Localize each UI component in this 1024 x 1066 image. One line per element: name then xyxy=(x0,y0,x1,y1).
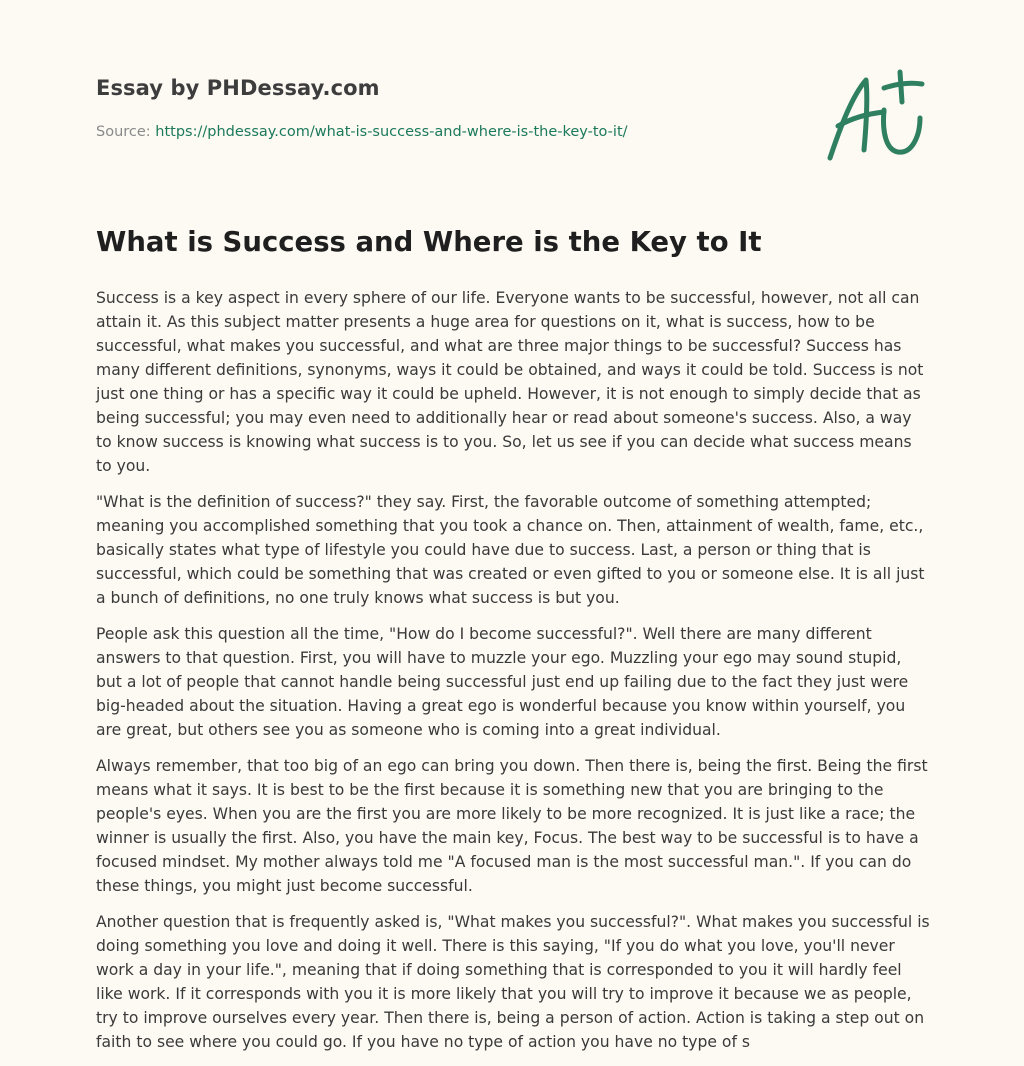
essay-paragraph: "What is the definition of success?" they say. First, the favorable outcome of something attempted; meaning you accomplished something that you took a chance on. Then, attainment of wealth, fame, etc., basically states what type of lifestyle you could have due to success. Last, a person or thing that is successful, which could be something that was created or even gifted to you or someone else. It is all just a bunch of definitions, no one truly knows what success is but you. xyxy=(96,493,925,607)
essay-title: What is Success and Where is the Key to It xyxy=(96,226,762,258)
source-label: Source: xyxy=(96,124,151,140)
site-title: Essay by PHDessay.com xyxy=(96,76,380,100)
essay-paragraph: Always remember, that too big of an ego can bring you down. Then there is, being the first. Being the first means what it says. It is best to be the first because it is something new that you are bringing to the people's eyes. When you are the first you are more likely to be more recognized. It is just like a race; the winner is usually the first. Also, you have the main key, Focus. The best way to be successful is to have a focused mindset. My mother always told me "A focused man is the most successful man.". If you can do these things, you might just become successful. xyxy=(96,757,928,895)
essay-paragraph: Another question that is frequently asked is, "What makes you successful?". What makes you successful is doing something you love and doing it well. There is this saying, "If you do what you love, you'll never work a day in your life.", meaning that if doing something that is corresponded to you it will hardly feel like work. If it corresponds with you it is more likely that you will try to improve it because we as people, try to improve ourselves every year. Then there is, being a person of action. Action is taking a step out on faith to see where you could go. If you have no type of action you have no type of s xyxy=(96,913,930,1051)
essay-paragraph: People ask this question all the time, "How do I become successful?". Well there are many different answers to that question. First, you will have to muzzle your ego. Muzzling your ego may sound stupid, but a lot of people that cannot handle being successful just end up failing due to the fact they just were big-headed about the situation. Having a great ego is wonderful because you know within yourself, you are great, but others see you as someone who is coming into a great individual. xyxy=(96,625,909,739)
source-line xyxy=(96,124,628,140)
a-plus-grade-icon xyxy=(822,66,932,166)
essay-body xyxy=(96,286,931,1066)
essay-paragraph: Success is a key aspect in every sphere of our life. Everyone wants to be successful, however, not all can attain it. As this subject matter presents a huge area for questions on it, what is success, how to be successful, what makes you successful, and what are three major things to be successful? Success has many different definitions, synonyms, ways it could be obtained, and ways it could be told. Success is not just one thing or has a specific way it could be upheld. However, it is not enough to simply decide that as being successful; you may even need to additionally hear or read about someone's success. Also, a way to know success is knowing what success is to you. So, let us see if you can decide what success means to you. xyxy=(96,289,924,475)
page-header xyxy=(96,76,628,140)
source-link[interactable]: https://phdessay.com/what-is-success-and-where-is-the-key-to-it/ xyxy=(155,124,628,140)
